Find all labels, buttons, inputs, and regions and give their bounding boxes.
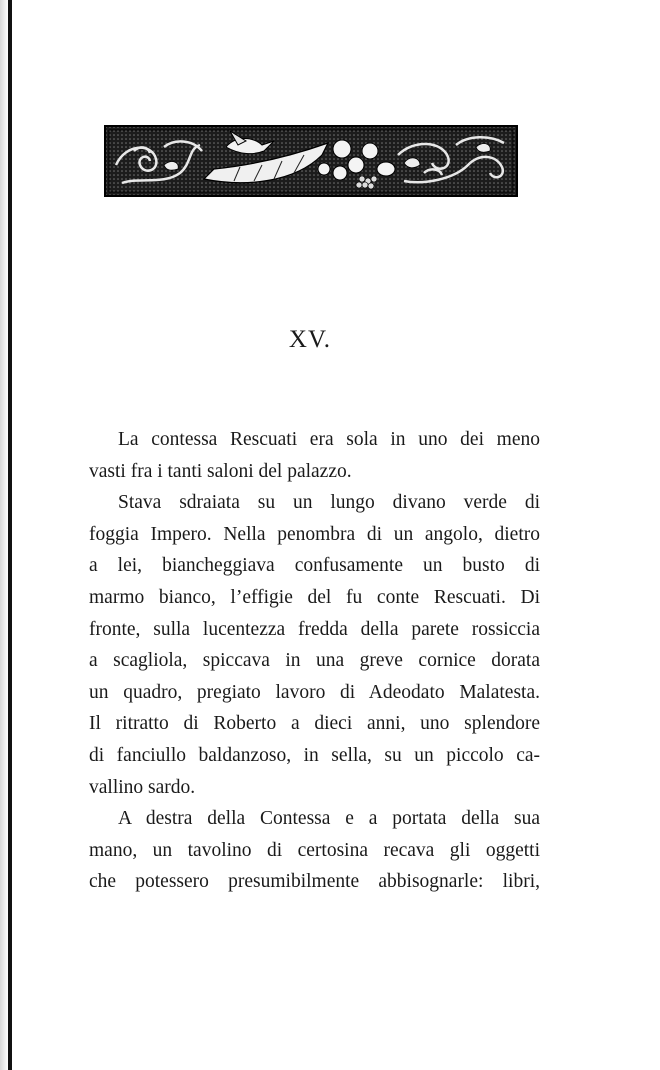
text-line: a scagliola, spiccava in una greve cornice dorata xyxy=(89,650,540,672)
text-line: Il ritratto di Roberto a dieci anni, uno splendore xyxy=(89,713,540,735)
text-line: foggia Impero. Nella penombra di un angolo, dietro xyxy=(89,523,540,545)
decorative-headpiece-ornament xyxy=(104,125,518,197)
text-line: fronte, sulla lucentezza fredda della parete rossiccia xyxy=(89,618,540,640)
page-gutter-shadow xyxy=(0,0,8,1070)
paragraph xyxy=(89,424,540,487)
text-line: La contessa Rescuati era sola in uno dei meno xyxy=(118,429,540,450)
text-line: mano, un tavolino di certosina recava gli oggetti xyxy=(89,839,540,861)
text-line: un quadro, pregiato lavoro di Adeodato Malatesta. xyxy=(89,681,540,703)
text-line: di fanciullo baldanzoso, in sella, su un piccolo ca- xyxy=(89,744,540,766)
text-line: che potessero presumibilmente abbisognarle: libri, xyxy=(89,871,540,893)
body-text xyxy=(89,424,540,898)
text-line: vallino sardo. xyxy=(89,776,196,798)
text-line: A destra della Contessa e a portata della sua xyxy=(118,808,540,830)
chapter-heading: XV. xyxy=(288,326,332,353)
page-spine-edge xyxy=(8,0,12,1070)
text-line: marmo bianco, l’effigie del fu conte Rescuati. Di xyxy=(89,586,540,608)
text-line: a lei, biancheggiava confusamente un busto di xyxy=(89,555,540,577)
paragraph xyxy=(89,803,540,898)
text-line: Stava sdraiata su un lungo divano verde di xyxy=(118,492,540,514)
text-line: vasti fra i tanti saloni del palazzo. xyxy=(89,460,352,482)
paragraph xyxy=(89,487,540,803)
